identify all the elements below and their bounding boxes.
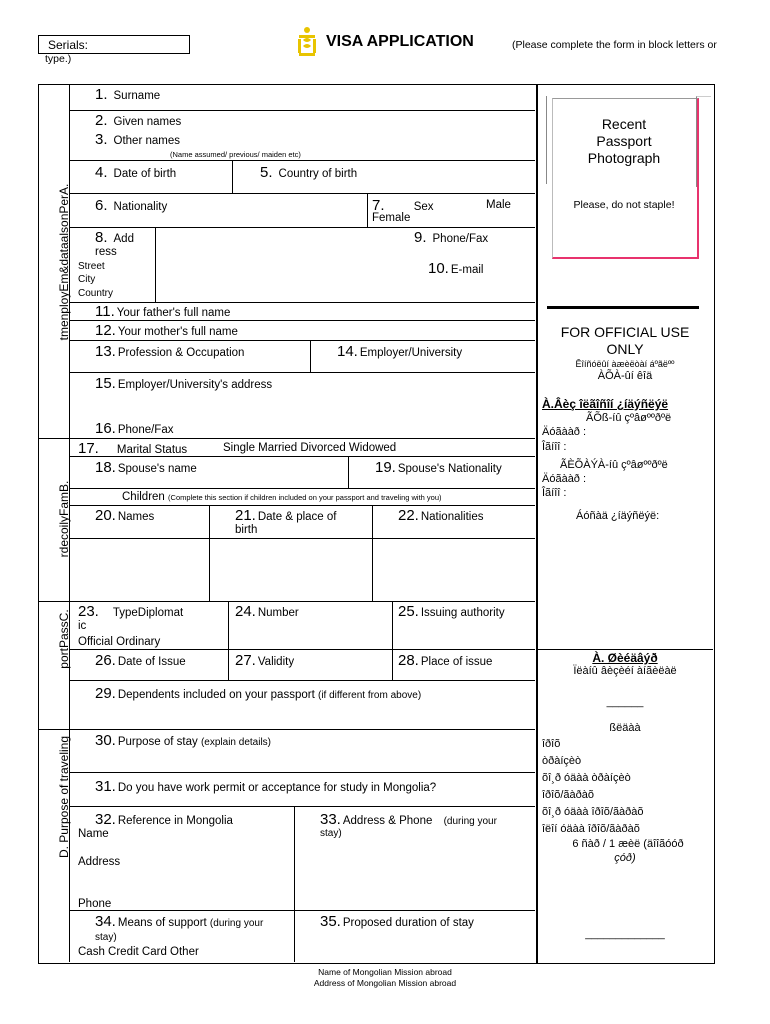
spouse-nationality-field[interactable]: 19. Spouse's Nationality [375,459,502,476]
means-of-support-field[interactable]: 34. Means of support (during your [95,913,264,930]
means-of-support-note: stay) [95,932,117,943]
official-text-22: çóð) [614,852,636,864]
city-label: City [78,274,96,285]
father-name-field[interactable]: 11. Your father's full name [95,303,231,320]
employer-address-field[interactable]: 15. Employer/University's address [95,375,273,392]
duration-of-stay-field[interactable]: 35. Proposed duration of stay [320,913,474,930]
marital-status-options[interactable]: Single Married Divorced Widowed [223,442,397,454]
email-field[interactable]: 10. E-mail [428,260,484,277]
official-text-20: îëîí óäàà îðîõ/ãàðàõ [542,823,640,835]
section-a-label: tmenployEm&dataalsonPerA. [57,183,71,341]
spouse-name-field[interactable]: 18. Spouse's name [95,459,197,476]
children-birth-field[interactable]: 21. Date & place of [235,507,337,524]
mother-name-field[interactable]: 12. Your mother's full name [95,322,238,339]
work-permit-field[interactable]: 31. Do you have work permit or acceptance for study in Mongolia? [95,778,437,795]
other-names-note: (Name assumed/ previous/ maiden etc) [170,150,301,159]
section-b-label: rdecoilyFamB. [57,480,71,558]
phone-fax-field[interactable]: 9. Phone/Fax [414,229,489,246]
reference-phone-label: Phone [78,898,112,910]
official-text-2: ÀÕÀ-ûí êîä [597,370,653,382]
reference-name-label: Name [78,828,109,840]
reference-address-label: Address [78,856,121,868]
do-not-staple-note: Please, do not staple! [573,199,675,211]
official-text-7: ÃÈÕÀÝÀ-íû çºâøººðºë [560,459,668,471]
marital-status-field[interactable]: 17. Marital Status [78,440,188,457]
official-text-14: ßëäàà [609,722,641,734]
official-text-17: õî¸ð óäàà òðàíçèò [542,772,631,784]
means-of-support-options[interactable]: Cash Credit Card Other [78,946,199,958]
photo-label: Recent Passport Photograph [587,116,661,166]
stay-address-field[interactable]: 33. Address & Phone (during your [320,811,497,828]
issuing-authority-field[interactable]: 25. Issuing authority [398,603,505,620]
stay-address-note: stay) [320,828,342,839]
photo-corner-left [546,96,547,184]
sex-female-option[interactable]: Female [372,212,411,224]
official-text-9: Îãíîî : [542,487,567,499]
official-text-1: Êîíñóëûí àæèëòàí áºãëºº [575,359,675,369]
validity-field[interactable]: 27. Validity [235,652,295,669]
official-decision-heading: À. Øèéäâýð [592,651,658,665]
place-of-issue-field[interactable]: 28. Place of issue [398,652,493,669]
form-frame [38,84,537,964]
profession-field[interactable]: 13. Profession & Occupation [95,343,245,360]
employer-field[interactable]: 14. Employer/University [337,343,463,360]
instruction-text-cont: type.) [45,53,72,65]
official-text-21: 6 ñàð / 1 æèë (äîîãóóð [572,838,684,850]
given-names-field[interactable]: 2. Given names [95,112,182,129]
official-use-title: FOR OFFICIAL USE ONLY [560,324,690,357]
official-text-4: ÃÕß-íû çºâøººðºë [586,412,672,424]
address-input[interactable] [160,230,360,298]
nationality-field[interactable]: 6. Nationality [95,197,168,214]
official-text-18: îðîõ/ãàðàõ [542,789,594,801]
children-birth-label-cont: birth [235,524,258,536]
children-names-field[interactable]: 20. Names [95,507,155,524]
official-text-12: Ïëàíû âèçèéí àíãèëàë [573,665,677,677]
passport-type-options[interactable]: Official Ordinary [78,636,161,648]
country-label: Country [78,288,114,299]
date-of-issue-field[interactable]: 26. Date of Issue [95,652,186,669]
official-text-6: Îãíîî : [542,441,567,453]
section-c-label: portPassC. [57,609,71,669]
official-text-16: òðàíçèò [542,755,582,767]
other-names-field[interactable]: 3. Other names [95,131,180,148]
sex-field[interactable]: 7. Sex [372,197,434,214]
purpose-of-stay-field[interactable]: 30. Purpose of stay (explain details) [95,732,272,749]
official-text-19: õî¸ð óäàà îðîõ/ãàðàõ [542,806,644,818]
children-section-label: Children (Complete this section if children included on your passport and traveling with you) [122,491,442,503]
page-title: VISA APPLICATION [326,33,474,50]
dependents-field[interactable]: 29. Dependents included on your passport (if different from above) [95,685,422,702]
children-nationalities-field[interactable]: 22. Nationalities [398,507,484,524]
reference-field[interactable]: 32. Reference in Mongolia [95,811,233,828]
official-basis-heading: À.Âèç îëãîñîí ¿íäýñëýë [542,397,669,411]
official-text-13: ______ [606,696,644,708]
street-label: Street [78,261,105,272]
surname-field[interactable]: 1. Surname [95,86,161,103]
passport-type-field[interactable]: 23. TypeDiplomat [78,603,184,620]
address-label-cont: ress [95,246,117,258]
section-d-label: D. Purpose of traveling [57,735,71,859]
photo-corner-right [696,96,711,187]
date-of-birth-field[interactable]: 4. Date of birth [95,164,177,181]
mongolia-emblem-icon [296,26,318,56]
official-text-5: Äóãààð : [542,426,587,438]
passport-type-cont: ic [78,620,87,632]
sex-male-option[interactable]: Male [486,199,511,211]
address-label: 8. Add [95,229,134,246]
official-text-8: Äóãààð : [542,473,587,485]
employer-phone-field[interactable]: 16. Phone/Fax [95,420,174,437]
country-of-birth-field[interactable]: 5. Country of birth [260,164,358,181]
official-text-23: _____________ [585,928,665,940]
mission-address-line: Address of Mongolian Mission abroad [313,978,457,988]
official-text-10: Áóñàä ¿íäýñëýë: [576,510,660,522]
official-text-15: îðîõ [542,738,561,750]
mission-name-line: Name of Mongolian Mission abroad [318,967,452,977]
serials-label: Serials: [48,38,89,52]
passport-number-field[interactable]: 24. Number [235,603,299,620]
instruction-text: (Please complete the form in block letters or [512,39,717,51]
